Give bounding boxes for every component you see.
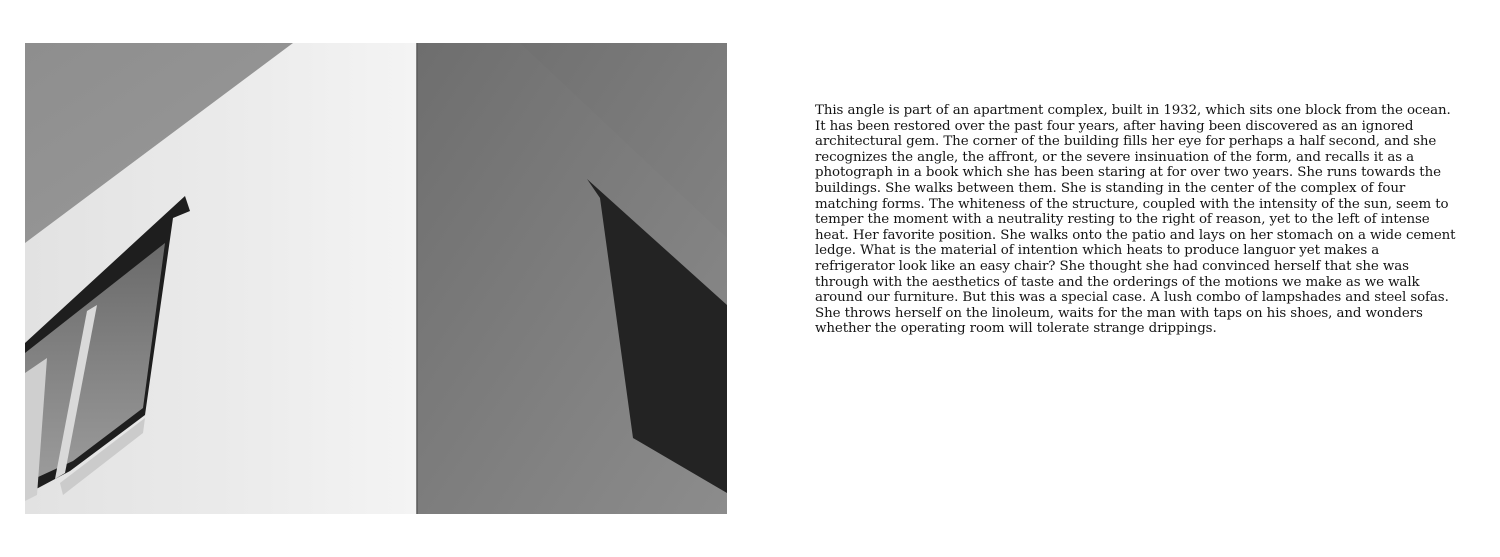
caption-line: buildings. She walks between them. She is standing in the center of the complex of four	[815, 180, 1406, 196]
caption-line: photograph in a book which she has been staring at for over two years. She runs towards the	[815, 165, 1441, 181]
caption-line: through with the aesthetics of taste and the orderings of the motions we make as we walk	[815, 274, 1420, 290]
caption-line: architectural gem. The corner of the building fills her eye for perhaps a half second, and she	[815, 134, 1437, 150]
caption-line: It has been restored over the past four years, after having been discovered as an ignored	[815, 118, 1414, 134]
caption-line: refrigerator look like an easy chair? She thought she had convinced herself that she was	[815, 258, 1409, 274]
caption-line: whether the operating room will tolerate strange drippings.	[815, 321, 1217, 337]
caption-text	[815, 103, 1465, 337]
caption-line: She throws herself on the linoleum, waits for the man with taps on his shoes, and wonders	[815, 305, 1423, 321]
caption-line: matching forms. The whiteness of the structure, coupled with the intensity of the sun, seem to	[815, 196, 1449, 212]
caption-line: This angle is part of an apartment complex, built in 1932, which sits one block from the ocean.	[815, 103, 1451, 118]
building-corner-image	[25, 43, 727, 514]
caption-line: temper the moment with a neutrality resting to the right of reason, yet to the left of intense	[815, 212, 1430, 228]
caption-line: recognizes the angle, the affront, or the severe insinuation of the form, and recalls it as a	[815, 149, 1415, 165]
caption-line: ledge. What is the material of intention which heats to produce languor yet makes a	[815, 243, 1380, 259]
caption-line: heat. Her favorite position. She walks onto the patio and lays on her stomach on a wide cement	[815, 227, 1456, 243]
caption-line: around our furniture. But this was a special case. A lush combo of lampshades and steel sofas.	[815, 290, 1449, 306]
building-corner-photo	[25, 43, 727, 514]
